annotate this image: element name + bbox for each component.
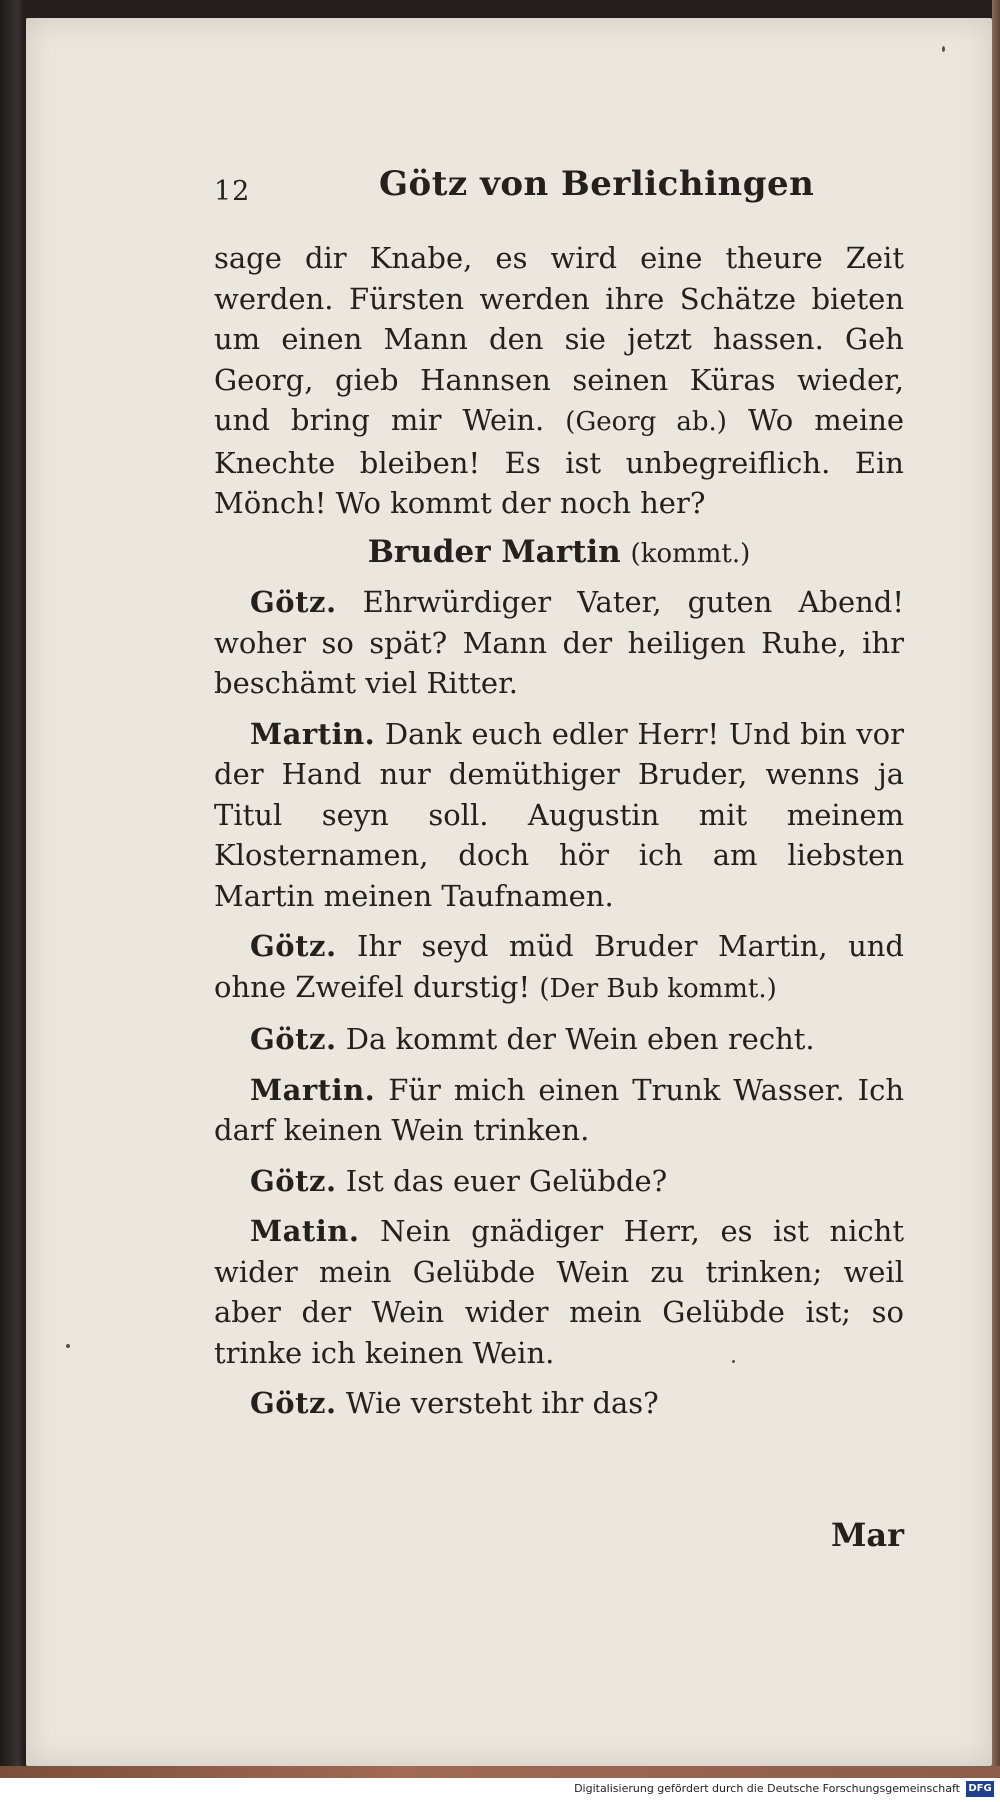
stage-direction: (Der Bub kommt.): [539, 973, 777, 1004]
speech: [214, 1070, 904, 1151]
entrance-line: [214, 532, 904, 575]
running-title: Götz von Berlichingen: [379, 164, 815, 204]
speaker-name: Götz.: [250, 1386, 337, 1420]
speech-text: Für mich einen Trunk Wasser. Ich darf keinen Wein trinken.: [214, 1072, 904, 1147]
entrance-character: Bruder Martin: [367, 533, 621, 570]
catchword: Mar: [830, 1516, 904, 1554]
speech: [214, 714, 904, 917]
speech-text: Dank euch edler Herr! Und bin vor der Hand nur demüthiger Bruder, wenns ja Titul seyn soll. Augustin mit meinem Klosternamen, doch hör ich am liebsten Martin meinen Taufnamen.: [214, 716, 905, 913]
speech-text: Wie versteht ihr das?: [345, 1386, 659, 1420]
book-edge: [992, 0, 1000, 1802]
text-run: Wo meine Knechte bleiben! Es ist unbegreiflich. Ein Mönch! Wo kommt der noch her?: [214, 403, 905, 520]
book-bottom-edge: [0, 1766, 1000, 1778]
speech-text: Ihr seyd müd Bruder Martin, und ohne Zweifel durstig!: [214, 929, 904, 1004]
speech-text: Nein gnädiger Herr, es ist nicht wider mein Gelübde Wein zu trinken; weil aber der Wein wider mein Gelübde ist; so trinke ich keinen Wein.: [214, 1214, 904, 1370]
page-header: [214, 164, 904, 224]
speech: [214, 1161, 904, 1202]
speech: [214, 1383, 904, 1424]
speech-text: Da kommt der Wein eben recht.: [345, 1022, 815, 1056]
speech: [214, 582, 904, 704]
speaker-name: Götz.: [250, 929, 337, 963]
speaker-name: Martin.: [250, 1072, 376, 1107]
funding-credit: Digitalisierung gefördert durch die Deutsche Forschungsgemeinschaft: [574, 1782, 960, 1795]
speaker-name: Götz.: [250, 585, 337, 619]
speaker-name: Götz.: [250, 1163, 337, 1198]
speech: [214, 1211, 904, 1373]
speech-text: Ist das euer Gelübde?: [345, 1163, 668, 1198]
stage-direction: (kommt.): [630, 538, 751, 569]
paper-speck: [942, 46, 945, 52]
speech: [214, 926, 904, 1009]
paragraph-opening: [214, 238, 904, 524]
speech: [214, 1019, 904, 1060]
speaker-name: Martin.: [250, 716, 376, 751]
speaker-name: Matin.: [250, 1214, 360, 1248]
page-text: [214, 164, 904, 1424]
speaker-name: Götz.: [250, 1022, 337, 1056]
speech-text: Ehrwürdiger Vater, guten Abend! woher so spät? Mann der heiligen Ruhe, ihr beschämt viel Ritter.: [214, 585, 905, 700]
stage-direction: (Georg ab.): [565, 407, 727, 437]
dfg-logo-icon: DFG: [966, 1781, 994, 1797]
text-run: sage dir Knabe, es wird eine theure Zeit werden. Fürsten werden ihre Schätze bieten um einen Mann den sie jetzt hassen. Geh Georg, gieb Hannsen seinen Küras wieder, und bring mir Wein.: [214, 241, 904, 437]
page-number: 12: [214, 176, 251, 207]
paper-speck: [66, 1344, 70, 1348]
digitization-footer: [0, 1778, 1000, 1802]
